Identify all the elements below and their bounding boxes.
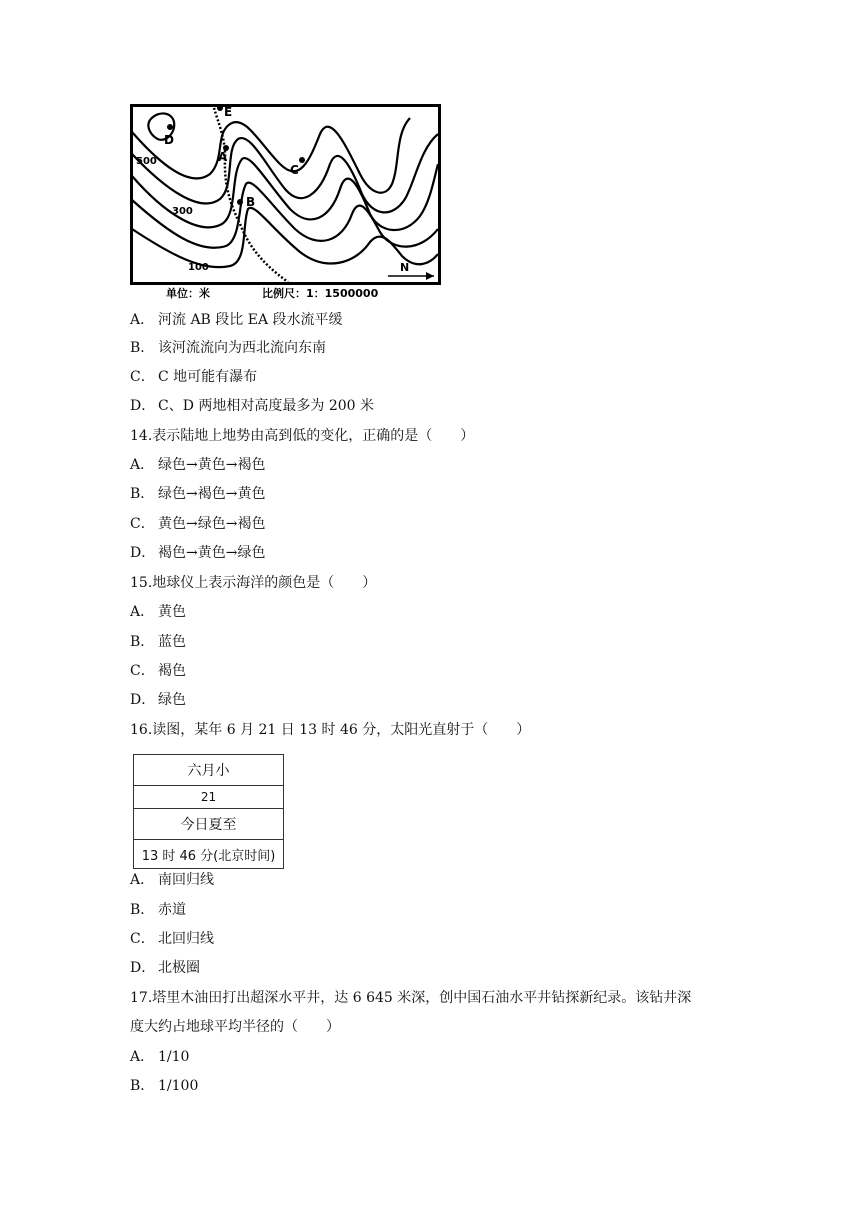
q17-stem-line-1: 17.塔里木油田打出超深水平井，达 6 645 米深，创中国石油水平井钻探新纪录。该钻井深 xyxy=(130,990,692,1006)
contour-label-500: 500 xyxy=(136,156,157,167)
option-text: 河流 AB 段比 EA 段水流平缓 xyxy=(158,312,343,328)
option-letter: A． xyxy=(130,1049,155,1065)
option-text: 绿色→褐色→黄色 xyxy=(158,486,266,502)
q14-stem: 14.表示陆地上地势由高到低的变化，正确的是（ ） xyxy=(130,428,475,444)
option-letter: C． xyxy=(130,516,155,532)
option-letter: D． xyxy=(130,960,156,976)
option-text: 绿色 xyxy=(158,692,186,708)
option-text: 黄色→绿色→褐色 xyxy=(158,516,266,532)
q13-option-a xyxy=(130,310,343,330)
option-text: 1/100 xyxy=(158,1078,199,1094)
label-d: D xyxy=(164,133,174,147)
option-text: 该河流流向为西北流向东南 xyxy=(158,340,326,356)
option-text: 1/10 xyxy=(158,1049,190,1065)
option-letter: C． xyxy=(130,663,155,679)
q15-option-c xyxy=(130,661,186,681)
option-text: 绿色→黄色→褐色 xyxy=(158,457,266,473)
calendar-solar-term: 今日夏至 xyxy=(134,809,284,840)
option-letter: B． xyxy=(130,902,155,918)
q16-option-a xyxy=(130,870,214,890)
q16-option-d xyxy=(130,958,200,978)
option-letter: C． xyxy=(130,369,155,385)
map-unit-label: 单位：米 xyxy=(166,287,210,300)
q16-stem: 16.读图，某年 6 月 21 日 13 时 46 分，太阳光直射于（ ） xyxy=(130,722,531,738)
q17-option-b xyxy=(130,1076,198,1096)
option-letter: B． xyxy=(130,486,155,502)
q16-option-c xyxy=(130,929,214,949)
q15-stem: 15.地球仪上表示海洋的颜色是（ ） xyxy=(130,575,377,591)
q15-option-b xyxy=(130,632,186,652)
contour-label-300: 300 xyxy=(172,206,193,217)
option-letter: B． xyxy=(130,1078,155,1094)
point-d-dot xyxy=(167,124,173,130)
option-letter: A． xyxy=(130,457,155,473)
option-text: 黄色 xyxy=(158,604,186,620)
option-text: 北回归线 xyxy=(158,931,214,947)
point-e-dot xyxy=(217,105,223,111)
q14-option-b xyxy=(130,484,265,504)
point-b-dot xyxy=(237,199,243,205)
q15-option-a xyxy=(130,602,186,622)
contour-map-figure xyxy=(130,104,442,300)
calendar-month: 六月小 xyxy=(134,755,284,786)
calendar-figure xyxy=(133,754,284,869)
option-letter: B． xyxy=(130,340,155,356)
calendar-day: 21 xyxy=(134,786,284,809)
label-a: A xyxy=(218,150,228,164)
option-letter: D． xyxy=(130,398,156,414)
q14-option-c xyxy=(130,514,265,534)
north-label: N xyxy=(400,261,410,274)
option-letter: D． xyxy=(130,545,156,561)
q14-option-a xyxy=(130,455,265,475)
calendar-time: 13 时 46 分(北京时间) xyxy=(134,840,284,869)
option-text: 赤道 xyxy=(158,902,186,918)
contour-map xyxy=(130,104,442,300)
option-letter: A． xyxy=(130,604,155,620)
option-letter: B． xyxy=(130,634,155,650)
option-text: C、D 两地相对高度最多为 200 米 xyxy=(158,398,375,414)
q13-option-d xyxy=(130,396,374,416)
q17-option-a xyxy=(130,1047,189,1067)
option-text: 南回归线 xyxy=(158,872,214,888)
contour-label-100: 100 xyxy=(188,262,209,273)
option-text: 褐色 xyxy=(158,663,186,679)
q13-option-b xyxy=(130,338,326,358)
option-text: 北极圈 xyxy=(158,960,200,976)
label-b: B xyxy=(246,195,256,209)
q17-stem-line-2: 度大约占地球平均半径的（ ） xyxy=(130,1019,340,1035)
q14-option-d xyxy=(130,543,265,563)
q15-option-d xyxy=(130,690,186,710)
option-letter: A． xyxy=(130,872,155,888)
label-c: C xyxy=(290,163,299,177)
option-text: 褐色→黄色→绿色 xyxy=(158,545,266,561)
q13-option-c xyxy=(130,367,257,387)
q16-option-b xyxy=(130,900,186,920)
option-text: C 地可能有瀑布 xyxy=(158,369,258,385)
point-c-dot xyxy=(299,157,305,163)
map-scale-label: 比例尺：1：1500000 xyxy=(262,287,379,300)
option-letter: A． xyxy=(130,312,155,328)
option-letter: D． xyxy=(130,692,156,708)
label-e: E xyxy=(224,105,233,119)
option-letter: C． xyxy=(130,931,155,947)
option-text: 蓝色 xyxy=(158,634,186,650)
